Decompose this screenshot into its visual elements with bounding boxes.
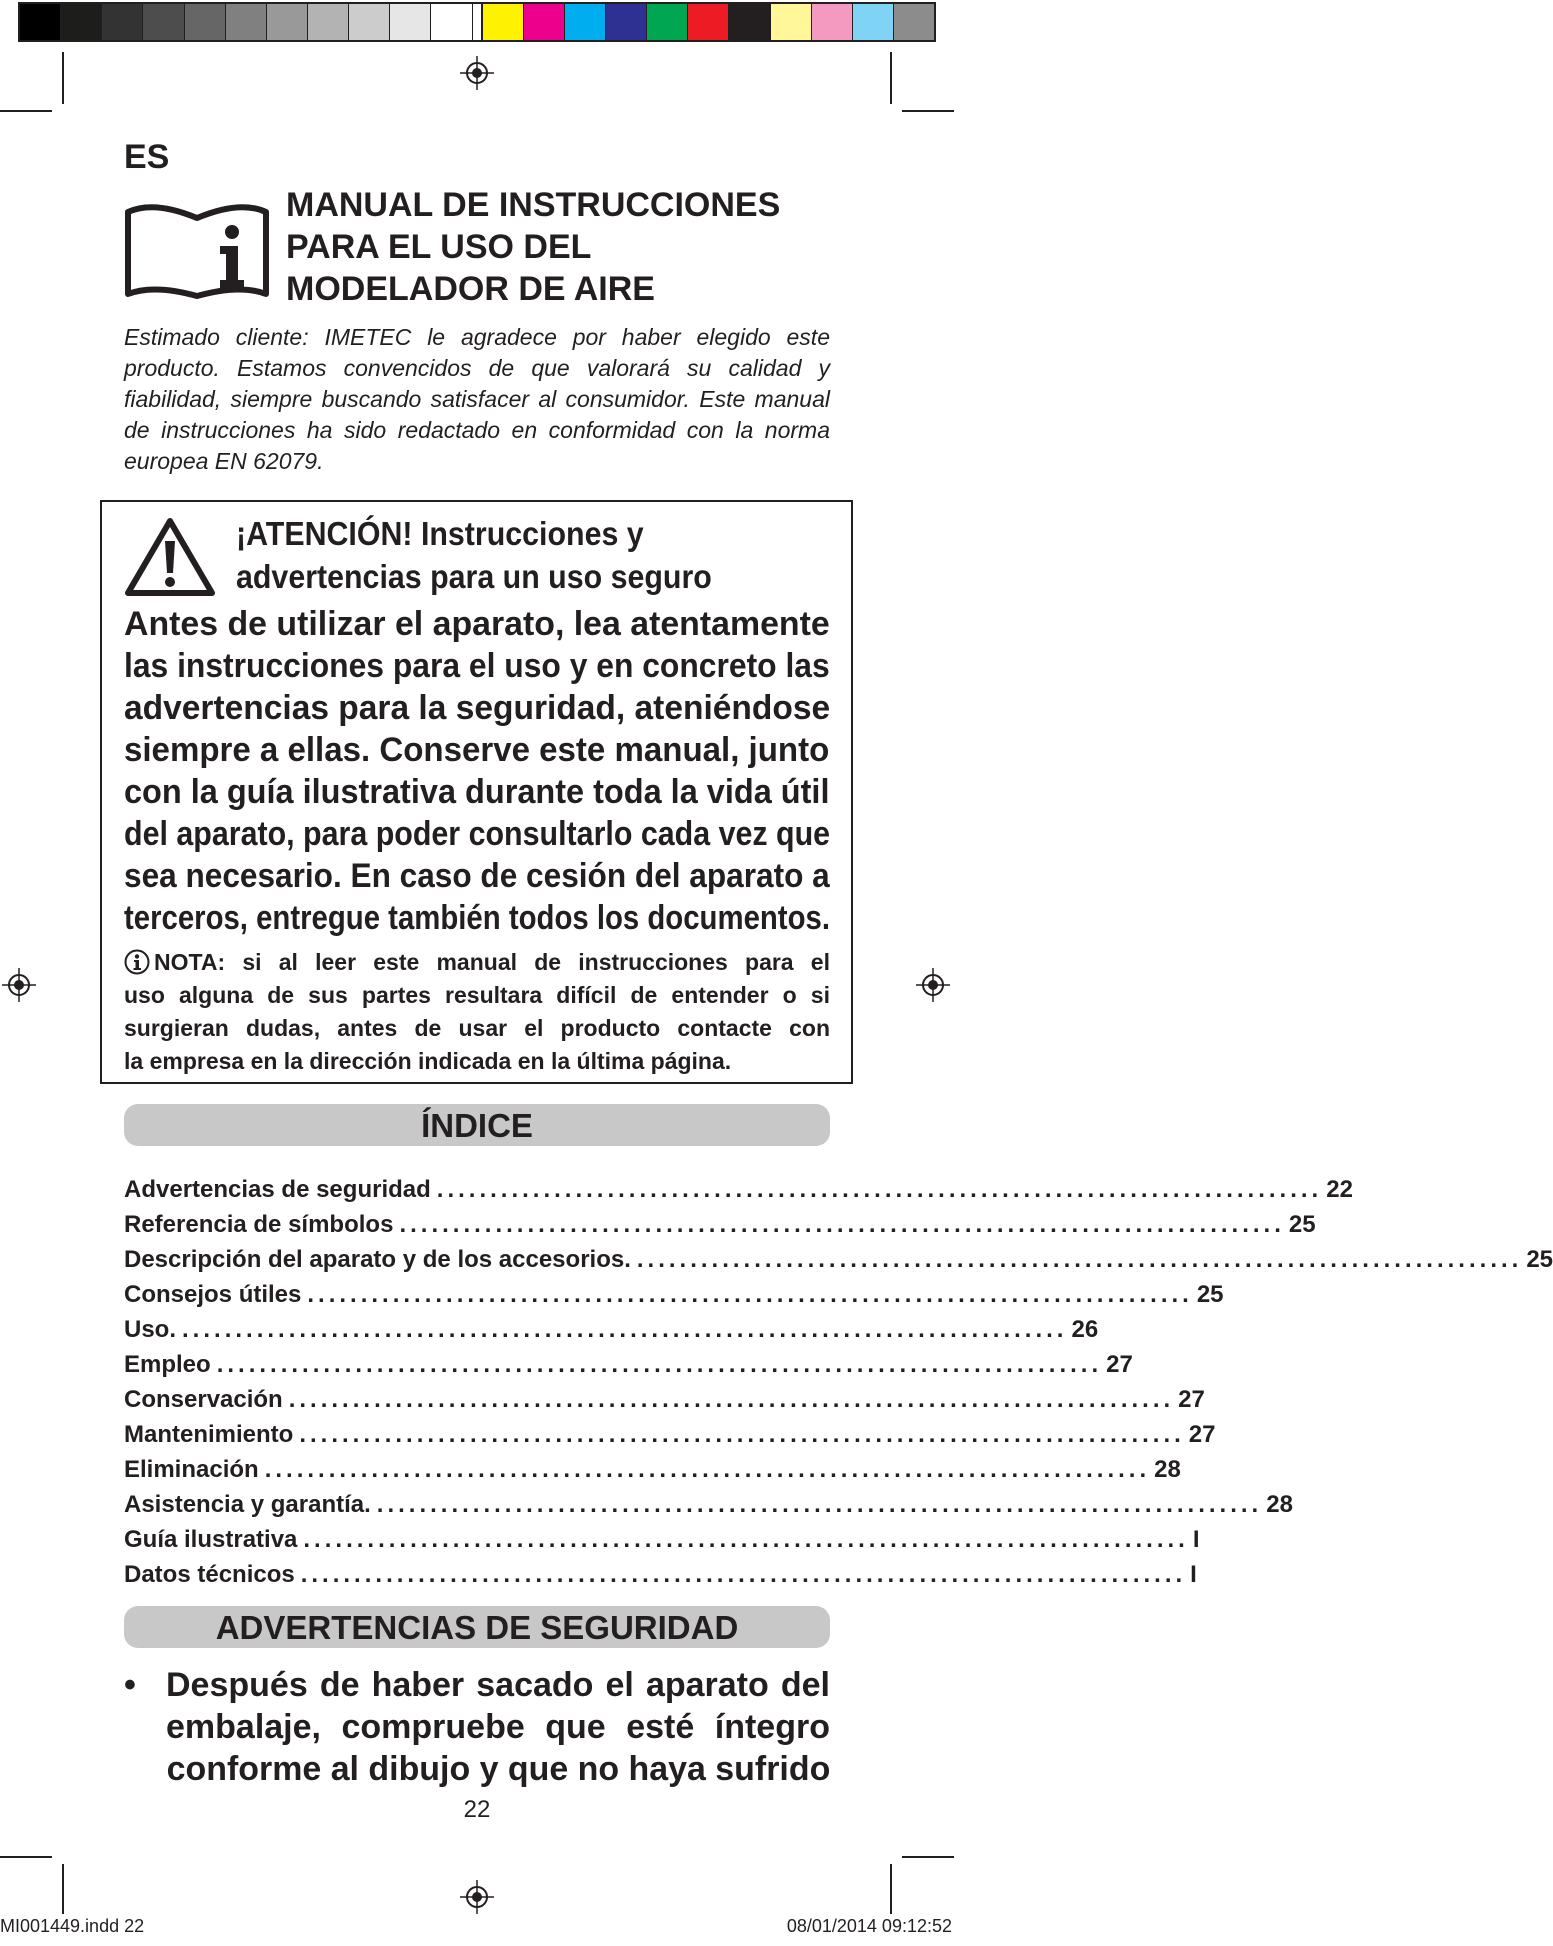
intro-line: producto. Estamos convencidos de que valorará su calidad y (124, 355, 830, 381)
color-swatch (483, 4, 524, 40)
language-code: ES (124, 138, 170, 176)
color-swatch (729, 4, 770, 40)
color-swatch (61, 4, 102, 40)
color-swatch (349, 4, 390, 40)
info-circle-icon (124, 949, 150, 975)
toc-leader-dots: ................................................................................... (299, 1421, 1185, 1448)
toc-page: 26 (1071, 1316, 1099, 1343)
warning-body-line: advertencias para la seguridad, ateniéndose (124, 689, 831, 727)
trim-mark (0, 1856, 52, 1858)
trim-mark (62, 52, 64, 104)
manual-title-line: PARA EL USO DEL (286, 228, 592, 266)
note-line: uso alguna de sus partes resultara difícil de entender o si (124, 982, 830, 1008)
safety-heading: ADVERTENCIAS DE SEGURIDAD (124, 1606, 830, 1648)
toc-label: Descripción del aparato y de los accesorios. (124, 1246, 631, 1273)
manual-title-line: MODELADOR DE AIRE (286, 270, 655, 308)
warning-body-line: del aparato, para poder consultarlo cada vez que (124, 815, 831, 853)
registration-mark-icon (916, 968, 950, 1002)
color-swatch (431, 4, 472, 40)
trim-mark (890, 52, 892, 104)
color-swatch (267, 4, 308, 40)
intro-paragraph (124, 322, 830, 477)
toc-entry (124, 1382, 1205, 1417)
toc-page: 27 (1178, 1386, 1205, 1413)
note-line: la empresa en la dirección indicada en la última página. (124, 1048, 732, 1074)
note-line: surgieran dudas, antes de usar el producto contacte con (124, 1015, 830, 1041)
color-swatch (565, 4, 606, 40)
toc-entry (124, 1347, 1133, 1382)
page-number: 22 (463, 1796, 491, 1823)
bullet-line: conforme al dibujo y que no haya sufrido (166, 1750, 831, 1788)
color-swatch (688, 4, 729, 40)
color-swatch (771, 4, 812, 40)
color-swatch (226, 4, 267, 40)
toc-page: I (1190, 1561, 1197, 1588)
warning-body-line: las instrucciones para el uso y en concreto las (124, 647, 830, 685)
toc-label: Empleo (124, 1351, 211, 1378)
color-swatch (812, 4, 853, 40)
toc-label: Guía ilustrativa (124, 1526, 298, 1553)
trim-mark (902, 110, 954, 112)
toc-page: 28 (1266, 1491, 1293, 1518)
intro-line: Estimado cliente: IMETEC le agradece por haber elegido este (124, 324, 830, 350)
toc-leader-dots: ................................................................................... (300, 1561, 1187, 1588)
toc-entry (124, 1242, 1553, 1277)
intro-line: fiabilidad, siempre buscando satisfacer al consumidor. Este manual (124, 386, 830, 412)
toc-entry (124, 1557, 1197, 1592)
trim-mark (902, 1856, 954, 1858)
note-line-first (124, 946, 830, 979)
toc-entry (124, 1207, 1316, 1242)
color-swatch (185, 4, 226, 40)
warning-body-line: Antes de utilizar el aparato, lea atentamente (124, 605, 830, 643)
toc-entry (124, 1522, 1200, 1557)
toc-label: Consejos útiles (124, 1281, 302, 1308)
color-bar-gap (473, 4, 483, 40)
note-line: NOTA: si al leer este manual de instrucciones para el (154, 949, 830, 975)
toc-leader-dots: ................................................................................... (399, 1211, 1285, 1238)
color-swatch (606, 4, 647, 40)
toc-page: 27 (1188, 1421, 1216, 1448)
registration-mark-icon (460, 56, 494, 90)
toc-leader-dots: ................................................................................... (182, 1316, 1068, 1343)
toc-entry (124, 1312, 1099, 1347)
toc-leader-dots: ................................................................................... (288, 1386, 1175, 1413)
intro-line: de instrucciones ha sido redactado en conformidad con la norma (124, 417, 830, 443)
toc-entry (124, 1487, 1293, 1522)
toc-leader-dots: ................................................................................... (636, 1246, 1523, 1273)
toc-page: 25 (1288, 1211, 1316, 1238)
color-swatch (853, 4, 894, 40)
index-heading: ÍNDICE (124, 1104, 830, 1146)
trim-mark (0, 110, 52, 112)
warning-body-line: sea necesario. En caso de cesión del aparato a (124, 857, 830, 895)
color-swatch (894, 4, 934, 40)
registration-mark-icon (2, 968, 36, 1002)
registration-mark-icon (460, 1880, 494, 1914)
toc-label: Referencia de símbolos (124, 1211, 394, 1238)
toc-leader-dots: ................................................................................... (264, 1456, 1151, 1483)
warning-title-line: advertencias para un uso seguro (236, 558, 712, 595)
bullet-text (166, 1664, 830, 1790)
toc-leader-dots: ................................................................................... (307, 1281, 1193, 1308)
toc-label: Eliminación (124, 1456, 259, 1483)
warning-body-line: siempre a ellas. Conserve este manual, junto (124, 731, 830, 769)
info-book-icon (124, 192, 270, 300)
toc-page: 22 (1326, 1176, 1353, 1203)
toc-page: I (1192, 1526, 1200, 1553)
toc-leader-dots: ................................................................................... (216, 1351, 1103, 1378)
color-swatch (308, 4, 349, 40)
toc-label: Mantenimiento (124, 1421, 294, 1448)
footer-file: MI001449.indd 22 (0, 1916, 145, 1936)
bullet-line: embalaje, compruebe que esté íntegro (166, 1708, 830, 1746)
intro-line: europea EN 62079. (124, 448, 324, 474)
toc-label: Datos técnicos (124, 1561, 295, 1588)
toc-entry (124, 1417, 1216, 1452)
warning-title-line: ¡ATENCIÓN! Instrucciones y (236, 515, 644, 552)
manual-title-line: MANUAL DE INSTRUCCIONES (286, 186, 781, 224)
trim-mark (890, 1864, 892, 1914)
toc-page: 25 (1526, 1246, 1553, 1273)
toc-label: Uso. (124, 1316, 177, 1343)
color-swatch (524, 4, 565, 40)
toc-entry (124, 1452, 1181, 1487)
toc-page: 27 (1106, 1351, 1133, 1378)
trim-mark (62, 1864, 64, 1914)
toc-entry (124, 1172, 1353, 1207)
warning-body-line: terceros, entregue también todos los documentos. (124, 899, 830, 937)
table-of-contents (124, 1172, 1553, 1592)
warning-body (124, 603, 830, 939)
warning-triangle-icon (124, 515, 216, 599)
note-paragraph (124, 946, 830, 1078)
toc-entry (124, 1277, 1224, 1312)
warning-title (236, 512, 712, 598)
toc-label: Advertencias de seguridad (124, 1176, 431, 1203)
bullet-line: Después de haber sacado el aparato del (166, 1666, 830, 1704)
color-swatch (143, 4, 184, 40)
toc-leader-dots: ................................................................................... (303, 1526, 1189, 1553)
toc-page: 25 (1196, 1281, 1224, 1308)
toc-label: Conservación (124, 1386, 283, 1413)
color-swatch (390, 4, 431, 40)
toc-page: 28 (1154, 1456, 1181, 1483)
toc-leader-dots: ................................................................................... (436, 1176, 1323, 1203)
toc-label: Asistencia y garantía. (124, 1491, 371, 1518)
color-swatch (647, 4, 688, 40)
manual-title (286, 184, 846, 310)
color-swatch (102, 4, 143, 40)
toc-leader-dots: ................................................................................... (376, 1491, 1263, 1518)
color-swatch (20, 4, 61, 40)
footer-datetime: 08/01/2014 09:12:52 (786, 1916, 952, 1936)
color-calibration-bar (18, 2, 936, 42)
warning-body-line: con la guía ilustrativa durante toda la vida útil (124, 773, 830, 811)
bullet-symbol: • (124, 1666, 136, 1704)
